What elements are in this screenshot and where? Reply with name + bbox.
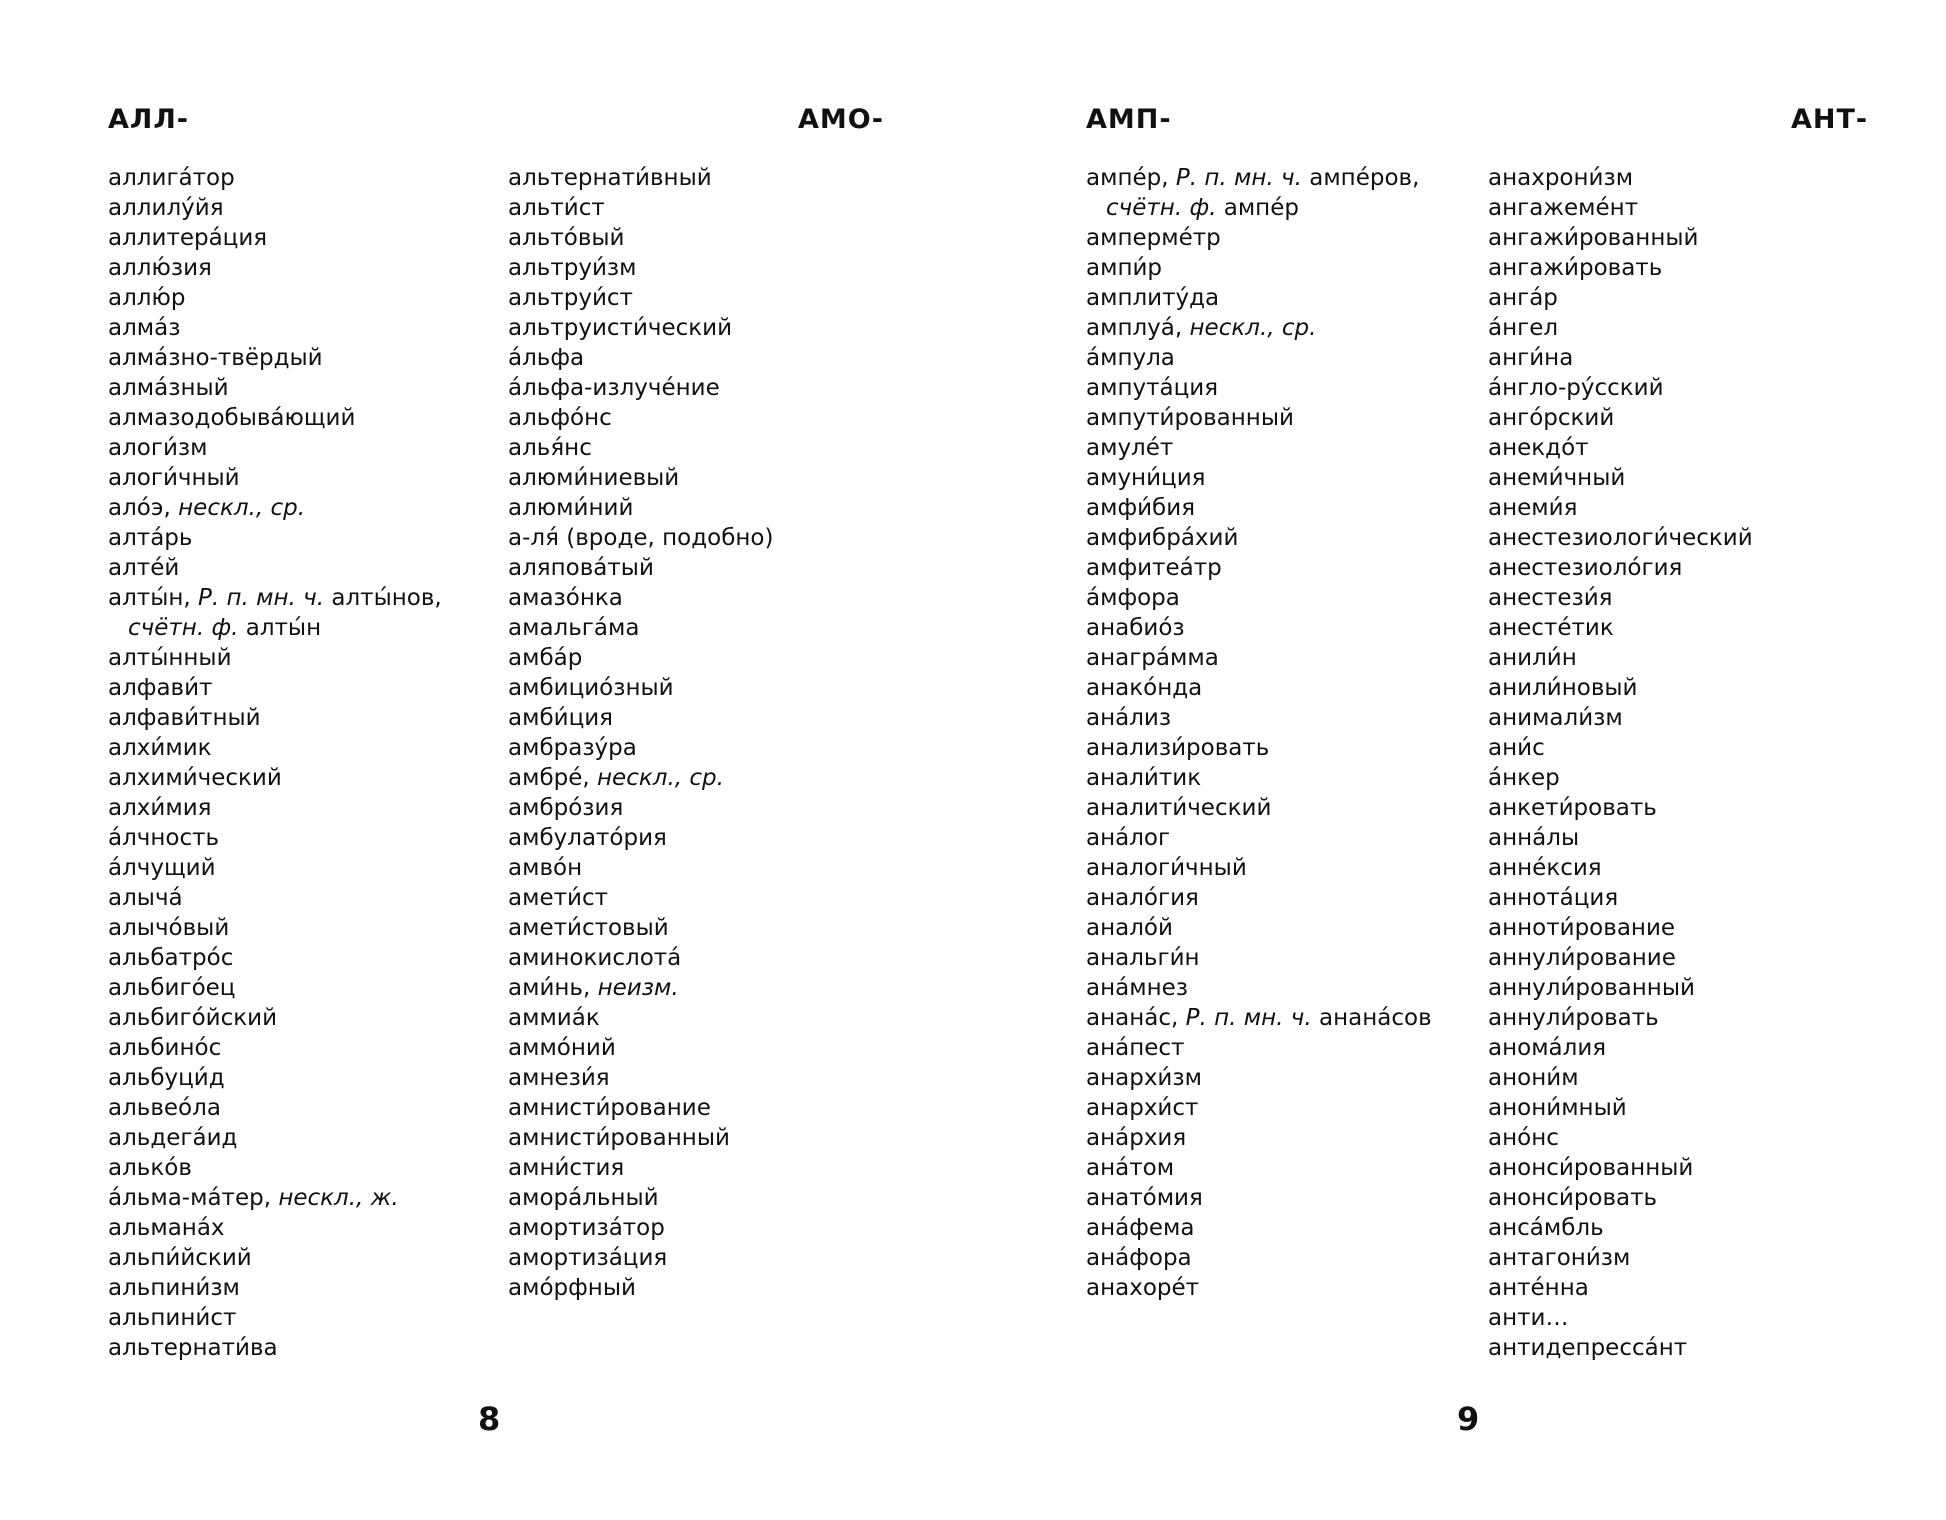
- grammar-note: нескл., ж.: [278, 1185, 399, 1211]
- dictionary-entry: альтруи́зм: [508, 255, 637, 281]
- dictionary-entry: алычо́вый: [108, 915, 230, 941]
- dictionary-entry: алма́зно-твёрдый: [108, 345, 323, 371]
- grammar-note: счётн. ф.: [128, 615, 239, 641]
- dictionary-entry: аналоги́чный: [1086, 855, 1247, 881]
- dictionary-entry: анало́гия: [1086, 885, 1199, 911]
- dictionary-entry: амба́р: [508, 645, 583, 671]
- dictionary-entry: амфитеа́тр: [1086, 555, 1222, 581]
- dictionary-entry: амперме́тр: [1086, 225, 1221, 251]
- running-head-right: АНТ-: [1791, 104, 1869, 135]
- dictionary-entry: анестезиоло́гия: [1488, 555, 1683, 581]
- dictionary-entry: [508, 973, 773, 1003]
- dictionary-entry: анонси́ровать: [1488, 1185, 1658, 1211]
- dictionary-entry: альфо́нс: [508, 405, 612, 431]
- dictionary-entry: анили́новый: [1488, 675, 1638, 701]
- dictionary-entry: анархи́зм: [1086, 1065, 1202, 1091]
- dictionary-entry: анестези́я: [1488, 585, 1613, 611]
- dictionary-entry: алма́зный: [108, 375, 229, 401]
- dictionary-entry: ана́фора: [1086, 1245, 1192, 1271]
- dictionary-entry: анома́лия: [1488, 1035, 1607, 1061]
- dictionary-entry: анахрони́зм: [1488, 165, 1634, 191]
- dictionary-entry: ана́том: [1086, 1155, 1175, 1181]
- dictionary-entry: альбино́с: [108, 1035, 222, 1061]
- dictionary-entry: анна́лы: [1488, 825, 1580, 851]
- dictionary-entry: амальга́ма: [508, 615, 640, 641]
- dictionary-entry: анестезиологи́ческий: [1488, 525, 1753, 551]
- dictionary-entry: амазо́нка: [508, 585, 623, 611]
- dictionary-entry: амбулато́рия: [508, 825, 667, 851]
- dictionary-entry: анако́нда: [1086, 675, 1203, 701]
- headword: алты́н,: [108, 585, 191, 611]
- dictionary-entry: анали́тик: [1086, 765, 1202, 791]
- dictionary-entry: а́льфа-излуче́ние: [508, 375, 720, 401]
- grammar-note: нескл., ср.: [1189, 315, 1317, 341]
- headword: ами́нь,: [508, 975, 591, 1001]
- dictionary-entry: а́льфа: [508, 345, 585, 371]
- dictionary-entry: амфибра́хий: [1086, 525, 1239, 551]
- dictionary-entry: амети́ст: [508, 885, 608, 911]
- right-page: [973, 0, 1946, 1520]
- dictionary-entry: амбро́зия: [508, 795, 624, 821]
- dictionary-entry: алхи́мия: [108, 795, 212, 821]
- dictionary-entry: алько́в: [108, 1155, 192, 1181]
- dictionary-entry: анекдо́т: [1488, 435, 1589, 461]
- word-form: анана́сов: [1319, 1005, 1432, 1031]
- dictionary-entry: анализи́ровать: [1086, 735, 1270, 761]
- dictionary-entry: амбразу́ра: [508, 735, 637, 761]
- dictionary-entry: а́нкер: [1488, 765, 1560, 791]
- dictionary-entry: анабио́з: [1086, 615, 1185, 641]
- dictionary-entry: аммиа́к: [508, 1005, 600, 1031]
- dictionary-entry: ана́рхия: [1086, 1125, 1187, 1151]
- dictionary-entry: ампута́ция: [1086, 375, 1219, 401]
- dictionary-entry: аллю́р: [108, 285, 186, 311]
- dictionary-entry: ангажи́ровать: [1488, 255, 1663, 281]
- dictionary-entry: аминокислота́: [508, 945, 682, 971]
- dictionary-entry: альмана́х: [108, 1215, 225, 1241]
- dictionary-entry: ампи́р: [1086, 255, 1163, 281]
- dictionary-entry: анони́м: [1488, 1065, 1579, 1091]
- dictionary-entry: ана́мнез: [1086, 975, 1188, 1001]
- dictionary-entry: алюми́ний: [508, 495, 634, 521]
- dictionary-entry: а-ля́ (вроде, подобно): [508, 525, 774, 551]
- dictionary-entry: алья́нс: [508, 435, 592, 461]
- headword: ало́э,: [108, 495, 171, 521]
- dictionary-entry: аннули́ровать: [1488, 1005, 1659, 1031]
- dictionary-entry: анне́ксия: [1488, 855, 1602, 881]
- dictionary-entry: ана́фема: [1086, 1215, 1195, 1241]
- dictionary-entry: антагони́зм: [1488, 1245, 1631, 1271]
- entries-column: [1086, 163, 1432, 1303]
- dictionary-entry: анса́мбль: [1488, 1215, 1604, 1241]
- dictionary-entry: а́мпула: [1086, 345, 1175, 371]
- dictionary-entry: амби́ция: [508, 705, 614, 731]
- headword: амбре́,: [508, 765, 590, 791]
- dictionary-entry: анони́мный: [1488, 1095, 1627, 1121]
- dictionary-entry: амнисти́рованный: [508, 1125, 730, 1151]
- dictionary-entry: альбиго́йский: [108, 1005, 278, 1031]
- dictionary-entry: амплиту́да: [1086, 285, 1220, 311]
- dictionary-entry: [1086, 1003, 1432, 1033]
- dictionary-entry: алты́нный: [108, 645, 232, 671]
- dictionary-entry: амбицио́зный: [508, 675, 674, 701]
- dictionary-entry: амнисти́рование: [508, 1095, 711, 1121]
- dictionary-entry: аллига́тор: [108, 165, 235, 191]
- dictionary-entry: альбиго́ец: [108, 975, 236, 1001]
- dictionary-entry: алта́рь: [108, 525, 193, 551]
- grammar-note: счётн. ф.: [1106, 195, 1217, 221]
- entries-column: [108, 163, 442, 1363]
- dictionary-entry: анимали́зм: [1488, 705, 1623, 731]
- dictionary-entry: анонси́рованный: [1488, 1155, 1694, 1181]
- dictionary-entry: аллю́зия: [108, 255, 212, 281]
- dictionary-entry: аляпова́тый: [508, 555, 654, 581]
- dictionary-entry: а́нгло-ру́сский: [1488, 375, 1664, 401]
- dictionary-entry: анга́р: [1488, 285, 1558, 311]
- dictionary-entry: анальги́н: [1086, 945, 1200, 971]
- dictionary-entry: анеми́чный: [1488, 465, 1626, 491]
- dictionary-entry: [1086, 313, 1432, 343]
- dictionary-entry: амуни́ция: [1086, 465, 1206, 491]
- dictionary-entry: анги́на: [1488, 345, 1574, 371]
- dictionary-entry: [108, 613, 442, 643]
- dictionary-entry: [1086, 193, 1432, 223]
- running-head-left: АМП-: [1086, 104, 1172, 135]
- dictionary-entry: анго́рский: [1488, 405, 1615, 431]
- dictionary-entry: ана́пест: [1086, 1035, 1185, 1061]
- dictionary-entry: альдега́ид: [108, 1125, 238, 1151]
- dictionary-entry: альтернати́ва: [108, 1335, 278, 1361]
- dictionary-entry: аналити́ческий: [1086, 795, 1272, 821]
- dictionary-entry: алюми́ниевый: [508, 465, 680, 491]
- dictionary-entry: альтернати́вный: [508, 165, 712, 191]
- dictionary-entry: аллилу́йя: [108, 195, 224, 221]
- dictionary-entry: альбуци́д: [108, 1065, 225, 1091]
- dictionary-entry: анте́нна: [1488, 1275, 1589, 1301]
- dictionary-entry: амо́рфный: [508, 1275, 636, 1301]
- dictionary-entry: амво́н: [508, 855, 583, 881]
- dictionary-entry: ана́лог: [1086, 825, 1171, 851]
- dictionary-entry: амора́льный: [508, 1185, 659, 1211]
- dictionary-entry: алфави́тный: [108, 705, 261, 731]
- dictionary-entry: [108, 583, 442, 613]
- grammar-note: Р. п. мн. ч.: [1185, 1005, 1312, 1031]
- headword: амплуа́,: [1086, 315, 1183, 341]
- dictionary-entry: а́нгел: [1488, 315, 1559, 341]
- dictionary-entry: алыча́: [108, 885, 183, 911]
- dictionary-entry: ампути́рованный: [1086, 405, 1294, 431]
- grammar-note: неизм.: [597, 975, 679, 1001]
- word-form: ампе́ров,: [1309, 165, 1420, 191]
- dictionary-entry: аннули́рованный: [1488, 975, 1695, 1001]
- dictionary-entry: [508, 763, 773, 793]
- dictionary-entry: альвео́ла: [108, 1095, 221, 1121]
- headword: а́льма-ма́тер,: [108, 1185, 271, 1211]
- dictionary-entry: [108, 1183, 442, 1213]
- dictionary-entry: анархи́ст: [1086, 1095, 1199, 1121]
- dictionary-entry: амуле́т: [1086, 435, 1174, 461]
- dictionary-entry: ано́нс: [1488, 1125, 1559, 1151]
- dictionary-entry: ангажеме́нт: [1488, 195, 1639, 221]
- dictionary-entry: ангажи́рованный: [1488, 225, 1699, 251]
- dictionary-entry: амортиза́ция: [508, 1245, 668, 1271]
- word-form: ампе́р: [1223, 195, 1299, 221]
- dictionary-entry: аллитера́ция: [108, 225, 268, 251]
- dictionary-entry: амни́стия: [508, 1155, 625, 1181]
- dictionary-entry: анато́мия: [1086, 1185, 1203, 1211]
- dictionary-entry: анало́й: [1086, 915, 1173, 941]
- dictionary-entry: амети́стовый: [508, 915, 669, 941]
- page-number: 9: [1457, 1400, 1480, 1438]
- grammar-note: нескл., ср.: [597, 765, 724, 791]
- grammar-note: Р. п. мн. ч.: [198, 585, 325, 611]
- dictionary-entry: анкети́ровать: [1488, 795, 1657, 821]
- dictionary-entry: альпини́ст: [108, 1305, 237, 1331]
- dictionary-entry: алма́з: [108, 315, 181, 341]
- dictionary-entry: альтруи́ст: [508, 285, 633, 311]
- dictionary-entry: алте́й: [108, 555, 180, 581]
- dictionary-entry: а́лчность: [108, 825, 220, 851]
- dictionary-entry: [108, 493, 442, 523]
- dictionary-entry: аннота́ция: [1488, 885, 1619, 911]
- page-number: 8: [478, 1400, 501, 1438]
- dictionary-entry: ани́с: [1488, 735, 1545, 761]
- dictionary-entry: анеми́я: [1488, 495, 1578, 521]
- entries-column: [1488, 163, 1753, 1363]
- dictionary-entry: альтруисти́ческий: [508, 315, 733, 341]
- dictionary-entry: а́мфора: [1086, 585, 1180, 611]
- dictionary-entry: [1086, 163, 1432, 193]
- dictionary-entry: альти́ст: [508, 195, 605, 221]
- grammar-note: нескл., ср.: [178, 495, 306, 521]
- dictionary-entry: алхи́мик: [108, 735, 212, 761]
- dictionary-entry: алоги́зм: [108, 435, 208, 461]
- dictionary-entry: альбатро́с: [108, 945, 234, 971]
- grammar-note: Р. п. мн. ч.: [1175, 165, 1302, 191]
- running-head-left: АЛЛ-: [108, 104, 189, 135]
- dictionary-entry: алмазодобыва́ющий: [108, 405, 356, 431]
- dictionary-entry: аммо́ний: [508, 1035, 616, 1061]
- word-form: алты́н: [245, 615, 322, 641]
- dictionary-entry: анноти́рование: [1488, 915, 1676, 941]
- dictionary-entry: анили́н: [1488, 645, 1577, 671]
- headword: анана́с,: [1086, 1005, 1179, 1031]
- dictionary-entry: амфи́бия: [1086, 495, 1196, 521]
- dictionary-entry: анти…: [1488, 1305, 1569, 1331]
- running-head-right: АМО-: [798, 104, 884, 135]
- entries-column: [508, 163, 773, 1303]
- dictionary-entry: алхими́ческий: [108, 765, 282, 791]
- dictionary-entry: анагра́мма: [1086, 645, 1219, 671]
- dictionary-entry: антидепресса́нт: [1488, 1335, 1688, 1361]
- dictionary-entry: а́лчущий: [108, 855, 216, 881]
- dictionary-entry: амортиза́тор: [508, 1215, 665, 1241]
- word-form: алты́нов,: [331, 585, 442, 611]
- dictionary-entry: анесте́тик: [1488, 615, 1614, 641]
- dictionary-entry: аннули́рование: [1488, 945, 1676, 971]
- dictionary-entry: альпи́йский: [108, 1245, 252, 1271]
- dictionary-entry: алоги́чный: [108, 465, 240, 491]
- headword: ампе́р,: [1086, 165, 1169, 191]
- dictionary-entry: ана́лиз: [1086, 705, 1172, 731]
- dictionary-entry: амнези́я: [508, 1065, 610, 1091]
- dictionary-entry: алфави́т: [108, 675, 213, 701]
- dictionary-entry: альпини́зм: [108, 1275, 240, 1301]
- dictionary-entry: альто́вый: [508, 225, 625, 251]
- dictionary-entry: анахоре́т: [1086, 1275, 1200, 1301]
